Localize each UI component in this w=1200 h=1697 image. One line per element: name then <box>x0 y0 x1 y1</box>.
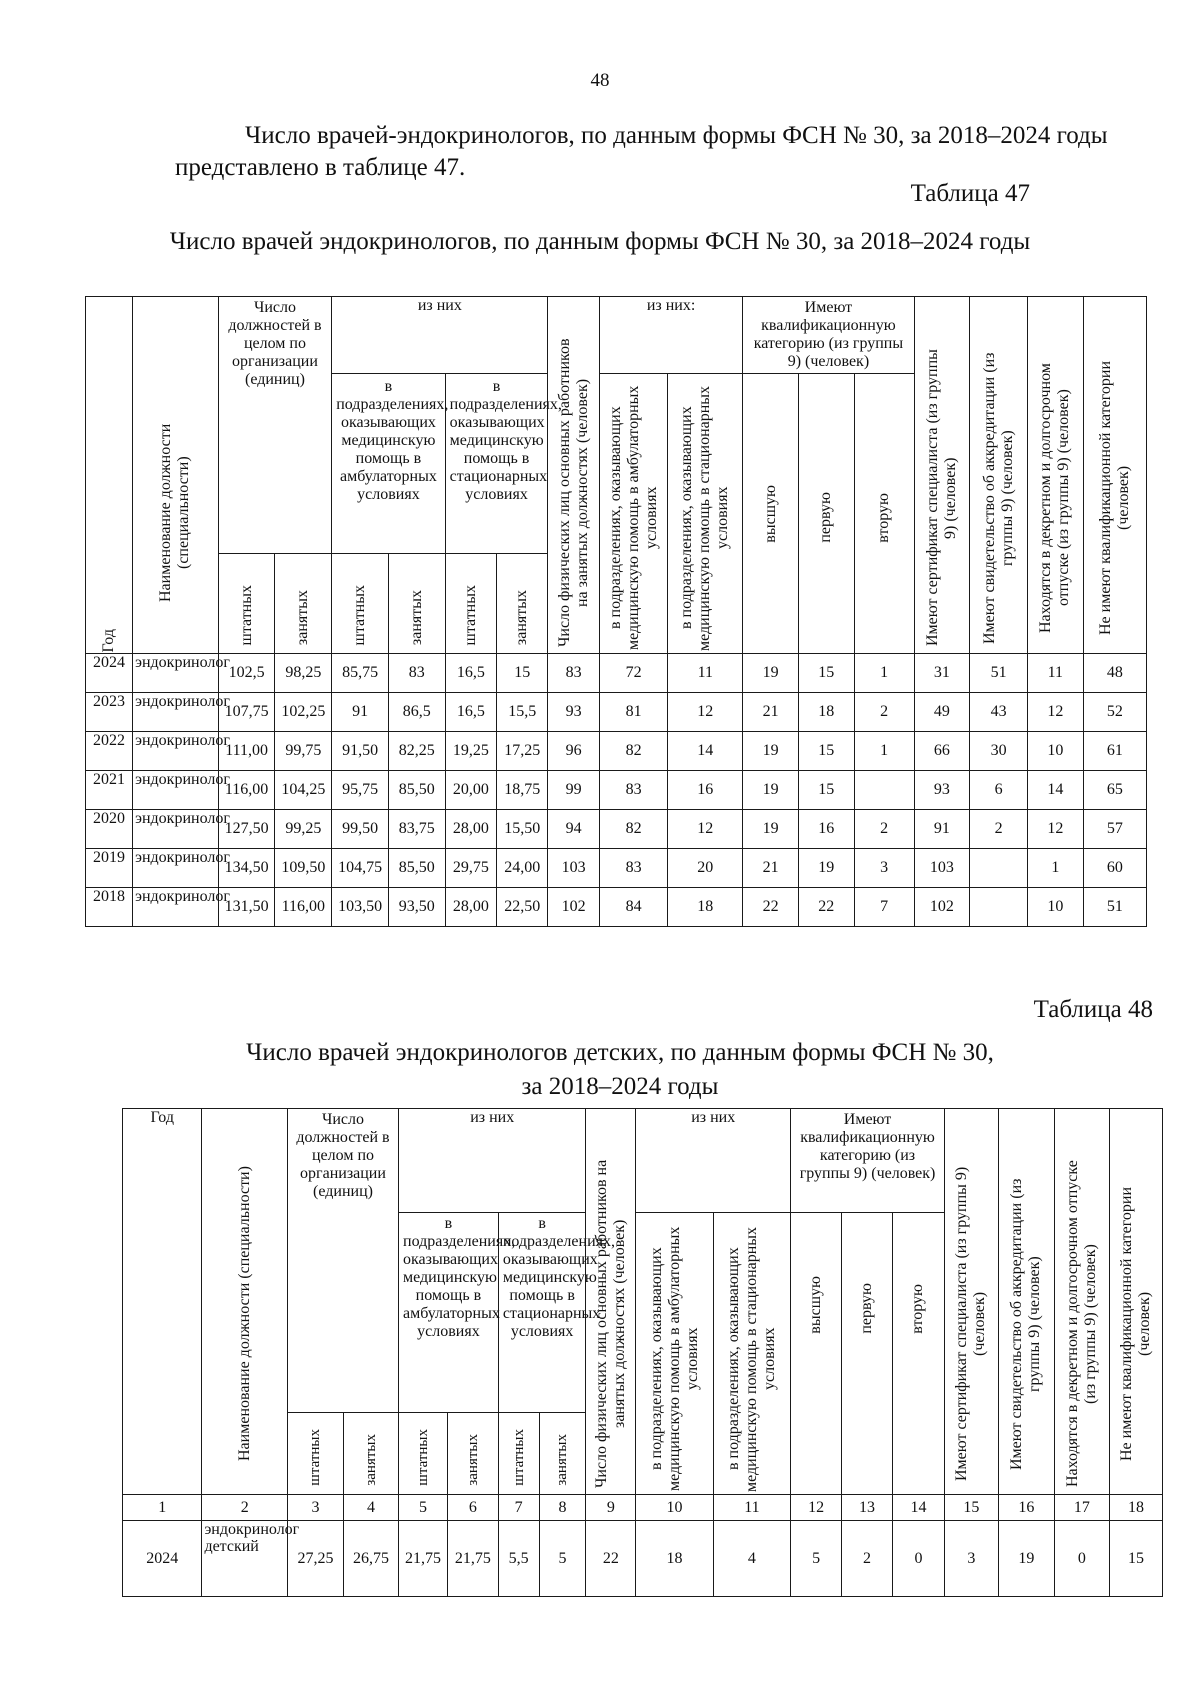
cell-c17: 10 <box>1028 732 1084 771</box>
cell-c8: 24,00 <box>497 849 548 888</box>
cell-c17: 10 <box>1028 888 1084 927</box>
cell-c13: 19 <box>798 849 854 888</box>
cell-c3: 134,50 <box>218 849 275 888</box>
cell-c12: 22 <box>743 888 799 927</box>
column-number: 5 <box>399 1495 448 1521</box>
cell-c13: 18 <box>798 693 854 732</box>
cell-c10: 82 <box>599 810 668 849</box>
cell-c5: 85,75 <box>332 654 389 693</box>
cell-c11: 14 <box>668 732 743 771</box>
cell-c15: 49 <box>914 693 970 732</box>
cell-c6: 21,75 <box>447 1521 498 1597</box>
cell-c8: 17,25 <box>497 732 548 771</box>
header-phys-ambulatory: в подразделениях, оказывающих медицинскую помощь в амбулаторных условиях <box>599 374 668 654</box>
cell-c18: 52 <box>1083 693 1146 732</box>
cell-c4: 26,75 <box>344 1521 399 1597</box>
header-year: Год <box>123 1109 202 1495</box>
column-number: 8 <box>539 1495 586 1521</box>
cell-c4: 116,00 <box>275 888 332 927</box>
header-position: Наименование должности (специальности) <box>133 297 219 654</box>
cell-c11: 20 <box>668 849 743 888</box>
row-year: 2022 <box>86 732 133 771</box>
cell-c3: 111,00 <box>218 732 275 771</box>
header-of-them2: из них <box>636 1109 791 1213</box>
cell-c15: 91 <box>914 810 970 849</box>
cell-c7: 28,00 <box>445 888 496 927</box>
cell-c12: 21 <box>743 849 799 888</box>
header-no-category: Не имеют квалификационной категории (человек) <box>1109 1109 1162 1495</box>
table48-title-line1: Число врачей эндокринологов детских, по данным формы ФСН № 30, <box>246 1039 994 1066</box>
cell-c15: 31 <box>914 654 970 693</box>
column-number: 16 <box>998 1495 1054 1521</box>
cell-c11: 12 <box>668 693 743 732</box>
cell-c14: 1 <box>854 654 914 693</box>
intro-paragraph: Число врачей-эндокринологов, по данным формы ФСН № 30, за 2018–2024 годы представлено в таблице 47. <box>175 122 1108 181</box>
cell-c14: 2 <box>854 810 914 849</box>
row-year: 2021 <box>86 771 133 810</box>
cell-c18: 48 <box>1083 654 1146 693</box>
row-year: 2024 <box>123 1521 202 1597</box>
cell-c10: 83 <box>599 849 668 888</box>
header-total-positions: Число должностей в целом по организации (единиц) <box>218 297 331 554</box>
cell-c11: 12 <box>668 810 743 849</box>
header-position: Наименование должности (специальности) <box>202 1109 288 1495</box>
table48-label: Таблица 48 <box>1033 996 1153 1023</box>
header-stationary: в подразделениях, оказывающих медицинскую помощь в стационарных условиях <box>498 1213 586 1413</box>
header-phys-stationary: в подразделениях, оказывающих медицинскую помощь в стационарных условиях <box>668 374 743 654</box>
header-leave: Находятся в декретном и долгосрочном отпуске (из группы 9) (человек) <box>1054 1109 1109 1495</box>
header-phys-stationary: в подразделениях, оказывающих медицинскую помощь в стационарных условиях <box>713 1213 790 1495</box>
row-year: 2023 <box>86 693 133 732</box>
cell-c3: 127,50 <box>218 810 275 849</box>
cell-c12: 21 <box>743 693 799 732</box>
cell-c15: 103 <box>914 849 970 888</box>
column-number: 7 <box>498 1495 539 1521</box>
row-year: 2019 <box>86 849 133 888</box>
column-number: 13 <box>842 1495 893 1521</box>
cell-c17: 1 <box>1028 849 1084 888</box>
header-occupied: занятых <box>388 554 445 654</box>
cell-c3: 107,75 <box>218 693 275 732</box>
cell-c18: 60 <box>1083 849 1146 888</box>
cell-c5: 103,50 <box>332 888 389 927</box>
cell-c14: 7 <box>854 888 914 927</box>
table48-title <box>140 1036 1100 1104</box>
cell-c10: 81 <box>599 693 668 732</box>
cell-c13: 22 <box>798 888 854 927</box>
cell-c6: 85,50 <box>388 771 445 810</box>
header-leave: Находятся в декретном и долгосрочном отпуске (из группы 9) (человек) <box>1028 297 1084 654</box>
table47-title: Число врачей эндокринологов, по данным формы ФСН № 30, за 2018–2024 годы <box>169 228 1031 255</box>
header-of-them: из них <box>399 1109 586 1213</box>
table-row <box>86 654 1147 693</box>
cell-c14: 1 <box>854 732 914 771</box>
column-number: 4 <box>344 1495 399 1521</box>
row-year: 2024 <box>86 654 133 693</box>
table-row <box>86 693 1147 732</box>
header-second: вторую <box>854 374 914 654</box>
header-staff: штатных <box>218 554 275 654</box>
table-row <box>86 888 1147 927</box>
header-second: вторую <box>892 1213 944 1495</box>
row-position: эндокринолог <box>133 732 219 771</box>
cell-c12: 5 <box>791 1521 842 1597</box>
cell-c3: 27,25 <box>287 1521 343 1597</box>
column-number: 18 <box>1109 1495 1162 1521</box>
page-number: 48 <box>590 70 610 91</box>
column-number: 11 <box>713 1495 790 1521</box>
cell-c8: 15,5 <box>497 693 548 732</box>
cell-c16: 6 <box>970 771 1028 810</box>
cell-c7: 5,5 <box>498 1521 539 1597</box>
column-number: 9 <box>586 1495 636 1521</box>
cell-c4: 99,75 <box>275 732 332 771</box>
cell-c14: 3 <box>854 849 914 888</box>
header-first: первую <box>842 1213 893 1495</box>
header-phys-ambulatory: в подразделениях, оказывающих медицинскую помощь в амбулаторных условиях <box>636 1213 713 1495</box>
row-position: эндокринолог <box>133 771 219 810</box>
cell-c9: 83 <box>548 654 599 693</box>
cell-c10: 83 <box>599 771 668 810</box>
cell-c11: 18 <box>668 888 743 927</box>
header-qualification: Имеют квалификационную категорию (из группы 9) (человек) <box>791 1109 945 1213</box>
column-number: 2 <box>202 1495 288 1521</box>
cell-c4: 102,25 <box>275 693 332 732</box>
cell-c9: 96 <box>548 732 599 771</box>
cell-c7: 19,25 <box>445 732 496 771</box>
cell-c5: 95,75 <box>332 771 389 810</box>
row-position: эндокринолог <box>133 810 219 849</box>
header-first: первую <box>798 374 854 654</box>
cell-c9: 22 <box>586 1521 636 1597</box>
cell-c6: 85,50 <box>388 849 445 888</box>
cell-c16 <box>970 888 1028 927</box>
header-staff: штатных <box>399 1413 448 1495</box>
row-position: эндокринолог <box>133 888 219 927</box>
column-number: 14 <box>892 1495 944 1521</box>
cell-c18: 15 <box>1109 1521 1162 1597</box>
table47 <box>85 296 1147 927</box>
cell-c16: 19 <box>998 1521 1054 1597</box>
table-row <box>123 1521 1163 1597</box>
header-of-them2: из них: <box>599 297 742 374</box>
header-physical-persons: Число физических лиц основных работников на занятых должностях (человек) <box>548 297 599 654</box>
header-year: Год <box>86 297 133 654</box>
cell-c8: 5 <box>539 1521 586 1597</box>
header-highest: высшую <box>743 374 799 654</box>
header-ambulatory: в подразделениях, оказывающих медицинскую помощь в амбулаторных условиях <box>332 374 445 554</box>
column-number: 10 <box>636 1495 713 1521</box>
column-number: 17 <box>1054 1495 1109 1521</box>
cell-c11: 16 <box>668 771 743 810</box>
cell-c17: 0 <box>1054 1521 1109 1597</box>
cell-c9: 103 <box>548 849 599 888</box>
cell-c9: 94 <box>548 810 599 849</box>
cell-c6: 83,75 <box>388 810 445 849</box>
cell-c16: 43 <box>970 693 1028 732</box>
header-qualification: Имеют квалификационную категорию (из группы 9) (человек) <box>743 297 914 374</box>
cell-c8: 22,50 <box>497 888 548 927</box>
cell-c6: 83 <box>388 654 445 693</box>
header-staff: штатных <box>498 1413 539 1495</box>
cell-c13: 15 <box>798 771 854 810</box>
cell-c18: 65 <box>1083 771 1146 810</box>
cell-c4: 98,25 <box>275 654 332 693</box>
header-stationary: в подразделениях, оказывающих медицинскую помощь в стационарных условиях <box>445 374 548 554</box>
header-total-positions: Число должностей в целом по организации (единиц) <box>287 1109 398 1413</box>
cell-c10: 82 <box>599 732 668 771</box>
row-position: эндокринолог <box>133 654 219 693</box>
cell-c15: 66 <box>914 732 970 771</box>
header-staff: штатных <box>287 1413 343 1495</box>
cell-c5: 104,75 <box>332 849 389 888</box>
row-position: эндокринолог <box>133 849 219 888</box>
cell-c17: 11 <box>1028 654 1084 693</box>
cell-c12: 19 <box>743 732 799 771</box>
cell-c3: 102,5 <box>218 654 275 693</box>
cell-c14: 0 <box>892 1521 944 1597</box>
column-number: 3 <box>287 1495 343 1521</box>
cell-c12: 19 <box>743 771 799 810</box>
header-certificate: Имеют сертификат специалиста (из группы 9) (человек) <box>914 297 970 654</box>
cell-c7: 20,00 <box>445 771 496 810</box>
cell-c7: 28,00 <box>445 810 496 849</box>
cell-c3: 131,50 <box>218 888 275 927</box>
column-number: 12 <box>791 1495 842 1521</box>
cell-c15: 3 <box>944 1521 998 1597</box>
column-number: 1 <box>123 1495 202 1521</box>
cell-c7: 16,5 <box>445 693 496 732</box>
cell-c6: 82,25 <box>388 732 445 771</box>
header-certificate: Имеют сертификат специалиста (из группы 9) (человек) <box>944 1109 998 1495</box>
header-occupied: занятых <box>275 554 332 654</box>
cell-c18: 61 <box>1083 732 1146 771</box>
header-ambulatory: в подразделениях, оказывающих медицинскую помощь в амбулаторных условиях <box>399 1213 499 1413</box>
cell-c8: 18,75 <box>497 771 548 810</box>
cell-c7: 29,75 <box>445 849 496 888</box>
row-position: эндокринолог <box>133 693 219 732</box>
cell-c16: 51 <box>970 654 1028 693</box>
cell-c5: 91 <box>332 693 389 732</box>
cell-c12: 19 <box>743 810 799 849</box>
cell-c5: 21,75 <box>399 1521 448 1597</box>
cell-c9: 93 <box>548 693 599 732</box>
header-staff: штатных <box>332 554 389 654</box>
cell-c4: 99,25 <box>275 810 332 849</box>
cell-c13: 15 <box>798 654 854 693</box>
cell-c8: 15,50 <box>497 810 548 849</box>
table-row <box>86 810 1147 849</box>
cell-c8: 15 <box>497 654 548 693</box>
table48-title-line2: за 2018–2024 годы <box>521 1073 719 1100</box>
row-year: 2018 <box>86 888 133 927</box>
cell-c9: 102 <box>548 888 599 927</box>
row-year: 2020 <box>86 810 133 849</box>
header-highest: высшую <box>791 1213 842 1495</box>
table-row <box>86 732 1147 771</box>
row-position: эндокринолог детский <box>202 1521 288 1597</box>
header-physical-persons: Число физических лиц основных работников на занятых должностях (человек) <box>586 1109 636 1495</box>
cell-c4: 109,50 <box>275 849 332 888</box>
cell-c3: 116,00 <box>218 771 275 810</box>
cell-c12: 19 <box>743 654 799 693</box>
cell-c16 <box>970 849 1028 888</box>
column-number: 6 <box>447 1495 498 1521</box>
table47-label: Таблица 47 <box>910 180 1030 207</box>
cell-c10: 84 <box>599 888 668 927</box>
cell-c14: 2 <box>854 693 914 732</box>
header-occupied: занятых <box>344 1413 399 1495</box>
column-number-row <box>123 1495 1163 1521</box>
header-occupied: занятых <box>447 1413 498 1495</box>
table48 <box>122 1108 1163 1597</box>
cell-c14 <box>854 771 914 810</box>
cell-c11: 4 <box>713 1521 790 1597</box>
cell-c6: 93,50 <box>388 888 445 927</box>
cell-c10: 72 <box>599 654 668 693</box>
cell-c9: 99 <box>548 771 599 810</box>
header-accreditation: Имеют свидетельство об аккредитации (из группы 9) (человек) <box>998 1109 1054 1495</box>
cell-c6: 86,5 <box>388 693 445 732</box>
cell-c16: 2 <box>970 810 1028 849</box>
table-row <box>86 771 1147 810</box>
cell-c17: 12 <box>1028 810 1084 849</box>
cell-c5: 91,50 <box>332 732 389 771</box>
cell-c13: 16 <box>798 810 854 849</box>
cell-c5: 99,50 <box>332 810 389 849</box>
cell-c4: 104,25 <box>275 771 332 810</box>
table-row <box>86 849 1147 888</box>
cell-c17: 14 <box>1028 771 1084 810</box>
header-accreditation: Имеют свидетельство об аккредитации (из группы 9) (человек) <box>970 297 1028 654</box>
cell-c13: 2 <box>842 1521 893 1597</box>
cell-c15: 93 <box>914 771 970 810</box>
header-occupied: занятых <box>539 1413 586 1495</box>
cell-c13: 15 <box>798 732 854 771</box>
header-of-them: из них <box>332 297 548 374</box>
cell-c18: 51 <box>1083 888 1146 927</box>
cell-c7: 16,5 <box>445 654 496 693</box>
cell-c17: 12 <box>1028 693 1084 732</box>
cell-c15: 102 <box>914 888 970 927</box>
header-occupied: занятых <box>497 554 548 654</box>
cell-c18: 57 <box>1083 810 1146 849</box>
cell-c16: 30 <box>970 732 1028 771</box>
column-number: 15 <box>944 1495 998 1521</box>
cell-c10: 18 <box>636 1521 713 1597</box>
header-staff: штатных <box>445 554 496 654</box>
cell-c11: 11 <box>668 654 743 693</box>
header-no-category: Не имеют квалификационной категории (человек) <box>1083 297 1146 654</box>
